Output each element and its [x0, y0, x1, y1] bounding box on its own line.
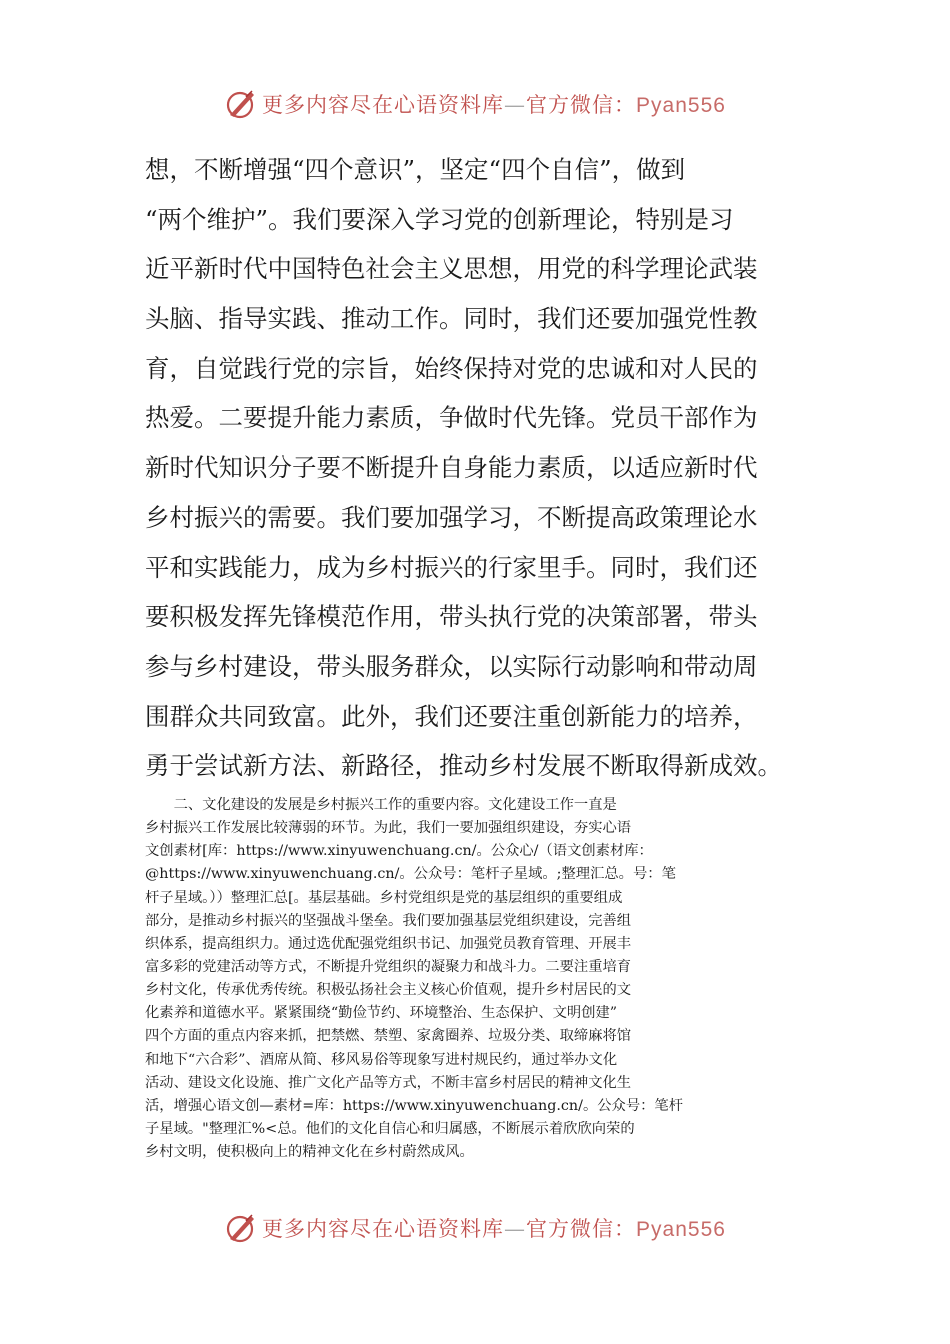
text-line: 二、文化建设的发展是乡村振兴工作的重要内容。文化建设工作一直是 — [145, 797, 617, 813]
text-line: 围群众共同致富。此外，我们还要注重创新能力的培养， — [145, 701, 758, 731]
text-line: 想，不断增强“四个意识”，坚定“四个自信”，做到 — [145, 155, 686, 184]
text-line: 乡村振兴工作发展比较薄弱的环节。为此，我们一要加强组织建设，夯实心语 — [145, 820, 632, 837]
text-line: 勇于尝试新方法、新路径，推动乡村发展不断取得新成效。 — [145, 751, 782, 781]
text-line: 乡村文化，传承优秀传统。积极弘扬社会主义核心价值观，提升乡村居民的文 — [145, 982, 632, 999]
quill-circle-logo-icon — [224, 1211, 258, 1245]
banner-text: 更多内容尽在心语资料库—官方微信：Pyan556 — [262, 1217, 726, 1241]
text-line: 织体系，提高组织力。通过选优配强党组织书记、加强党员教育管理、开展丰 — [145, 935, 632, 952]
banner-text: 更多内容尽在心语资料库—官方微信：Pyan556 — [262, 93, 726, 117]
text-line: 头脑、指导实践、推动工作。同时，我们还要加强党性教 — [145, 304, 758, 334]
text-line: 化素养和道德水平。紧紧围绕“勤俭节约、环境整治、生态保护、文明创建” — [145, 1005, 618, 1022]
text-line: 要积极发挥先锋模范作用，带头执行党的决策部署，带头 — [145, 602, 758, 632]
text-line: 育，自觉践行党的宗旨，始终保持对党的忠诚和对人民的 — [145, 353, 758, 383]
text-line: 部分，是推动乡村振兴的坚强战斗堡垒。我们要加强基层党组织建设，完善组 — [145, 912, 632, 929]
text-line: 参与乡村建设，带头服务群众，以实际行动影响和带动周 — [145, 651, 758, 681]
quill-circle-logo-icon — [224, 87, 258, 121]
text-line: 活动、建设文化设施、推广文化产品等方式，不断丰富乡村居民的精神文化生 — [145, 1074, 632, 1091]
text-line: 富多彩的党建活动等方式，不断提升党组织的凝聚力和战斗力。二要注重培育 — [145, 958, 632, 975]
body-text-small — [145, 794, 805, 1164]
text-line: 平和实践能力，成为乡村振兴的行家里手。同时，我们还 — [145, 552, 758, 582]
footer-banner — [0, 1208, 950, 1248]
text-line: 乡村振兴的需要。我们要加强学习，不断提高政策理论水 — [145, 502, 758, 532]
text-line: “两个维护”。我们要深入学习党的创新理论，特别是习 — [145, 204, 734, 234]
text-line: 杆子星域。））整理汇总[。基层基础。乡村党组织是党的基层组织的重要组成 — [145, 889, 623, 906]
text-line: 和地下“六合彩”、酒席从简、移风易俗等现象写进村规民约，通过举办文化 — [145, 1051, 618, 1068]
body-text-large — [145, 145, 805, 791]
text-line: 热爱。二要提升能力素质，争做时代先锋。党员干部作为 — [145, 403, 758, 433]
text-line: 乡村文明，使积极向上的精神文化在乡村蔚然成风。 — [145, 1144, 474, 1161]
text-line: 新时代知识分子要不断提升自身能力素质，以适应新时代 — [145, 453, 758, 483]
text-line: 四个方面的重点内容来抓，把禁燃、禁塑、家禽圈养、垃圾分类、取缔麻将馆 — [145, 1028, 632, 1045]
text-line: 子星域。"整理汇%<总。他们的文化自信心和归属感，不断展示着欣欣向荣的 — [145, 1120, 635, 1137]
header-banner — [0, 84, 950, 124]
text-line: 近平新时代中国特色社会主义思想，用党的科学理论武装 — [145, 254, 758, 284]
text-line: 文创素材[库：https://www.xinyuwenchuang.cn/。公众心/（语文创素材库： — [145, 843, 653, 860]
text-line: 活，增强心语文创—素材=库：https://www.xinyuwenchuang.cn/。公众号：笔杆 — [145, 1097, 684, 1114]
text-line: @https://www.xinyuwenchuang.cn/。公众号：笔杆子星域。;整理汇总。号：笔 — [145, 866, 676, 883]
